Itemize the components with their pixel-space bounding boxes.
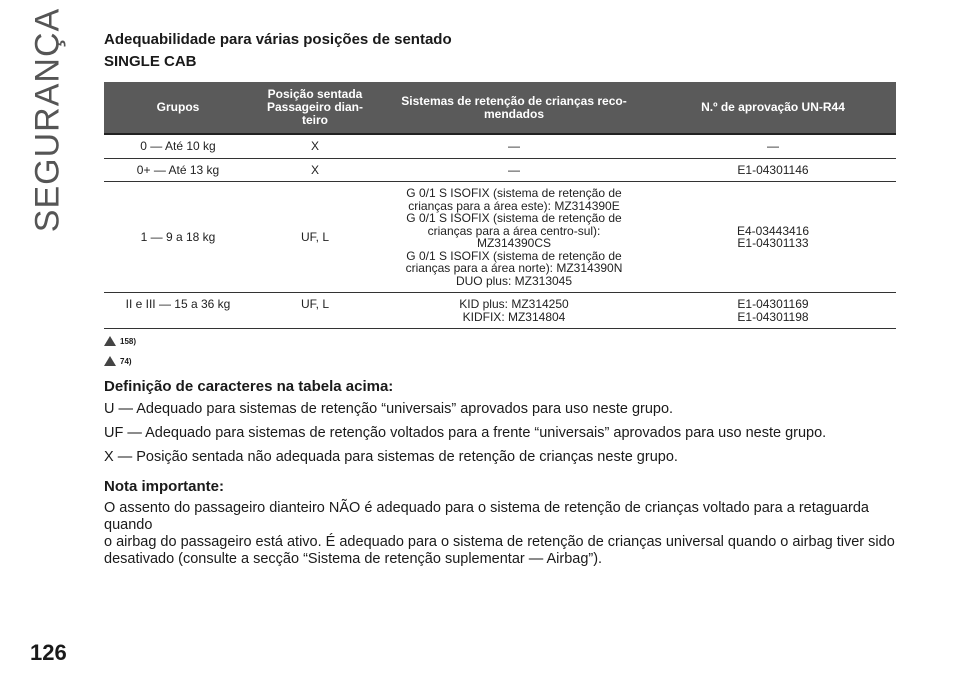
definition-item: X — Posição sentada não adequada para sistemas de retenção de crianças neste grupo. xyxy=(104,449,678,465)
page-number: 126 xyxy=(30,640,67,665)
cell-systems xyxy=(378,134,650,158)
section-side-label-text: SEGURANÇA xyxy=(28,7,67,233)
cell-systems xyxy=(378,182,650,293)
cell-approval xyxy=(650,182,896,293)
cell-position: X xyxy=(252,158,378,182)
cell-group: II e III — 15 a 36 kg xyxy=(104,293,252,329)
table-row xyxy=(104,182,896,293)
cell-systems xyxy=(378,293,650,329)
table-row xyxy=(104,134,896,158)
col-header-systems: Sistemas de retenção de crianças reco-mendados xyxy=(378,82,650,134)
cell-approval-line: — xyxy=(767,139,779,153)
col-header-seat-position: Posição sentada Passageiro dian-teiro xyxy=(252,82,378,134)
table-row xyxy=(104,158,896,182)
note-line: O assento do passageiro dianteiro NÃO é adequado para o sistema de retenção de crianças voltado para a retaguarda quando xyxy=(104,500,869,533)
cell-systems-line: crianças para a área centro-sul): xyxy=(427,223,601,238)
note-line: o airbag do passageiro está ativo. É adequado para o sistema de retenção de crianças universal quando o airbag tiver sido xyxy=(104,534,895,550)
warning-refs xyxy=(104,335,896,367)
cell-approval-line: E1-04301169 xyxy=(737,297,809,311)
page-content xyxy=(104,30,896,568)
note-body xyxy=(104,500,896,568)
warning-triangle-icon xyxy=(104,336,116,346)
col-header-groups: Grupos xyxy=(104,82,252,134)
table-header-row xyxy=(104,82,896,134)
definition-item: U — Adequado para sistemas de retenção “universais” aprovados para uso neste grupo. xyxy=(104,401,674,417)
cell-approval-line: E1-04301198 xyxy=(737,309,809,324)
cell-approval xyxy=(650,293,896,329)
page-title: Adequabilidade para várias posições de sentado xyxy=(104,31,452,48)
cell-systems-line: G 0/1 S ISOFIX (sistema de retenção de xyxy=(406,186,622,200)
warning-code: 74) xyxy=(120,356,132,366)
warning-code: 158) xyxy=(120,336,137,346)
warning-ref xyxy=(104,355,896,367)
cell-group: 1 — 9 a 18 kg xyxy=(104,182,252,293)
section-side-label xyxy=(18,7,78,233)
note-title: Nota importante: xyxy=(104,478,224,495)
cell-approval xyxy=(650,158,896,182)
col-header-approval: N.º de aprovação UN-R44 xyxy=(650,82,896,134)
cell-group: 0 — Até 10 kg xyxy=(104,134,252,158)
cell-approval-line: E1-04301133 xyxy=(737,236,809,250)
suitability-table xyxy=(104,82,896,329)
cell-systems-line: DUO plus: MZ313045 xyxy=(455,273,573,288)
cell-systems-line: KIDFIX: MZ314804 xyxy=(462,309,566,324)
cell-systems-line: MZ314390CS xyxy=(476,236,552,250)
definitions-list xyxy=(104,400,896,467)
cell-position: X xyxy=(252,134,378,158)
note-line: desativado (consulte a secção “Sistema de retenção suplementar — Airbag”). xyxy=(104,551,603,567)
cell-systems-line: G 0/1 S ISOFIX (sistema de retenção de xyxy=(406,248,622,263)
cell-systems-line: — xyxy=(508,139,520,153)
cell-systems-line: KID plus: MZ314250 xyxy=(459,297,569,311)
cell-systems-line: — xyxy=(508,162,520,177)
cell-systems-line: crianças para a área norte): MZ314390N xyxy=(405,261,623,275)
cell-systems xyxy=(378,158,650,182)
cell-approval xyxy=(650,134,896,158)
warning-triangle-icon xyxy=(104,356,116,366)
page-subtitle: SINGLE CAB xyxy=(104,53,197,70)
cell-systems-line: G 0/1 S ISOFIX (sistema de retenção de xyxy=(406,211,622,225)
definition-item: UF — Adequado para sistemas de retenção voltados para a frente “universais” aprovados para uso neste grupo. xyxy=(104,425,827,441)
cell-approval-line: E4-03443416 xyxy=(736,223,810,238)
warning-ref xyxy=(104,335,896,347)
cell-systems-line: crianças para a área este): MZ314390E xyxy=(408,198,620,213)
cell-position: UF, L xyxy=(252,293,378,329)
table-row xyxy=(104,293,896,329)
table-body xyxy=(104,134,896,329)
cell-approval-line: E1-04301146 xyxy=(737,162,809,177)
cell-position: UF, L xyxy=(252,182,378,293)
cell-group: 0+ — Até 13 kg xyxy=(104,158,252,182)
definitions-title: Definição de caracteres na tabela acima: xyxy=(104,378,394,395)
